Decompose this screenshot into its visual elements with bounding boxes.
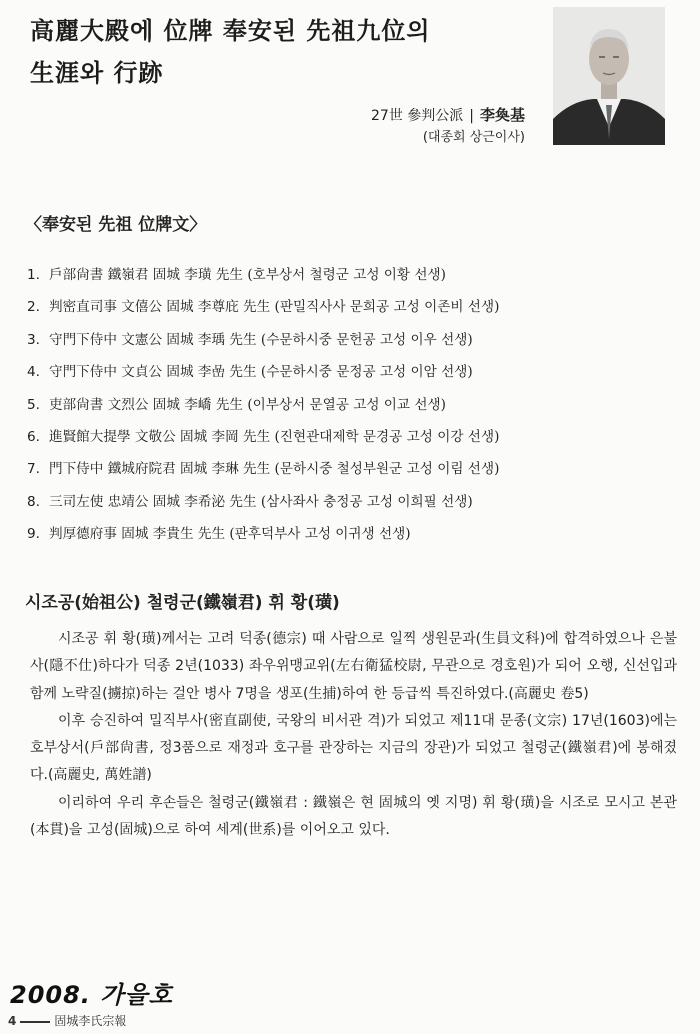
list-item: 6. 進賢館大提學 文敬公 固城 李岡 先生 (진현관대제학 문경공 고성 이강 선생)	[27, 428, 500, 445]
page-number: 4	[8, 1014, 17, 1028]
section-heading-founder: 시조공(始祖公) 철령군(鐵嶺君) 휘 황(璜)	[25, 593, 340, 613]
list-item: 5. 吏部尙書 文烈公 固城 李嶠 先生 (이부상서 문열공 고성 이교 선생)	[27, 396, 446, 413]
author-name: 李奐基	[479, 106, 525, 124]
author-role: (대종회 상근이사)	[422, 130, 525, 145]
list-item: 1. 戶部尙書 鐵嶺君 固城 李璜 先生 (호부상서 철령군 고성 이황 선생)	[27, 267, 446, 283]
paragraph: 이후 승진하여 밀직부사(密直副使, 국왕의 비서관 격)가 되었고 제11대 문종(文宗) 17년(1603)에는 호부상서(戶部尙書, 정3품으로 재정과 호구를 관장하는 지금의 장관)가 되었고 철령군(鐵嶺君)에 봉해졌다.(高麗史, 萬姓譜)	[30, 712, 677, 784]
list-item: 9. 判厚德府事 固城 李貴生 先生 (판후덕부사 고성 이귀생 선생)	[27, 526, 411, 543]
ancestor-list	[27, 259, 499, 551]
author-byline	[371, 104, 525, 149]
title-line-1: 高麗大殿에 位牌 奉安된 先祖九位의	[30, 16, 431, 45]
section-heading-tablets: 〈奉安된 先祖 位牌文〉	[25, 215, 207, 235]
list-item: 2. 判密直司事 文僖公 固城 李尊庇 先生 (판밀직사사 문희공 고성 이존비 선생)	[27, 299, 500, 316]
paragraph: 이리하여 우리 후손들은 철령군(鐵嶺君 : 鐵嶺은 현 固城의 옛 지명) 휘 황(璜)을 시조로 모시고 본관(本貫)을 고성(固城)으로 하여 세계(世系)를 이어오고 있다.	[30, 794, 677, 839]
author-separator: |	[469, 108, 474, 124]
article-title	[30, 10, 431, 94]
handwritten-issue-note: 2008. 가을호	[10, 981, 173, 1009]
footer-rule	[20, 1021, 50, 1023]
author-photo	[553, 7, 665, 145]
publication-name: 固城李氏宗報	[54, 1014, 127, 1028]
page-footer	[8, 1012, 126, 1029]
paragraph: 시조공 휘 황(璜)께서는 고려 덕종(德宗) 때 사람으로 일찍 생원문과(生員文科)에 합격하였으나 은불사(隱不仕)하다가 덕종 2년(1033) 좌우위맹교위(左右衛猛校尉, 무관으로 경호원)가 되어 오행, 신선입과 함께 노략질(擄掠)하는 걸안 병사 7명을 생포(生捕)하여 한 등급씩 특진하였다.(高麗史 卷5)	[30, 631, 677, 702]
article-body	[30, 626, 677, 844]
list-item: 7. 門下侍中 鐵城府院君 固城 李琳 先生 (문하시중 철성부원군 고성 이림 선생)	[27, 461, 500, 478]
author-generation: 27世 參判公派	[371, 108, 464, 124]
list-item: 4. 守門下侍中 文貞公 固城 李嵒 先生 (수문하시중 문정공 고성 이암 선생)	[27, 364, 473, 381]
list-item: 3. 守門下侍中 文憲公 固城 李瑀 先生 (수문하시중 문헌공 고성 이우 선생)	[27, 331, 473, 348]
list-item: 8. 三司左使 忠靖公 固城 李希泌 先生 (삼사좌사 충정공 고성 이희필 선생)	[27, 493, 473, 510]
title-line-2: 生涯와 行跡	[30, 58, 164, 87]
